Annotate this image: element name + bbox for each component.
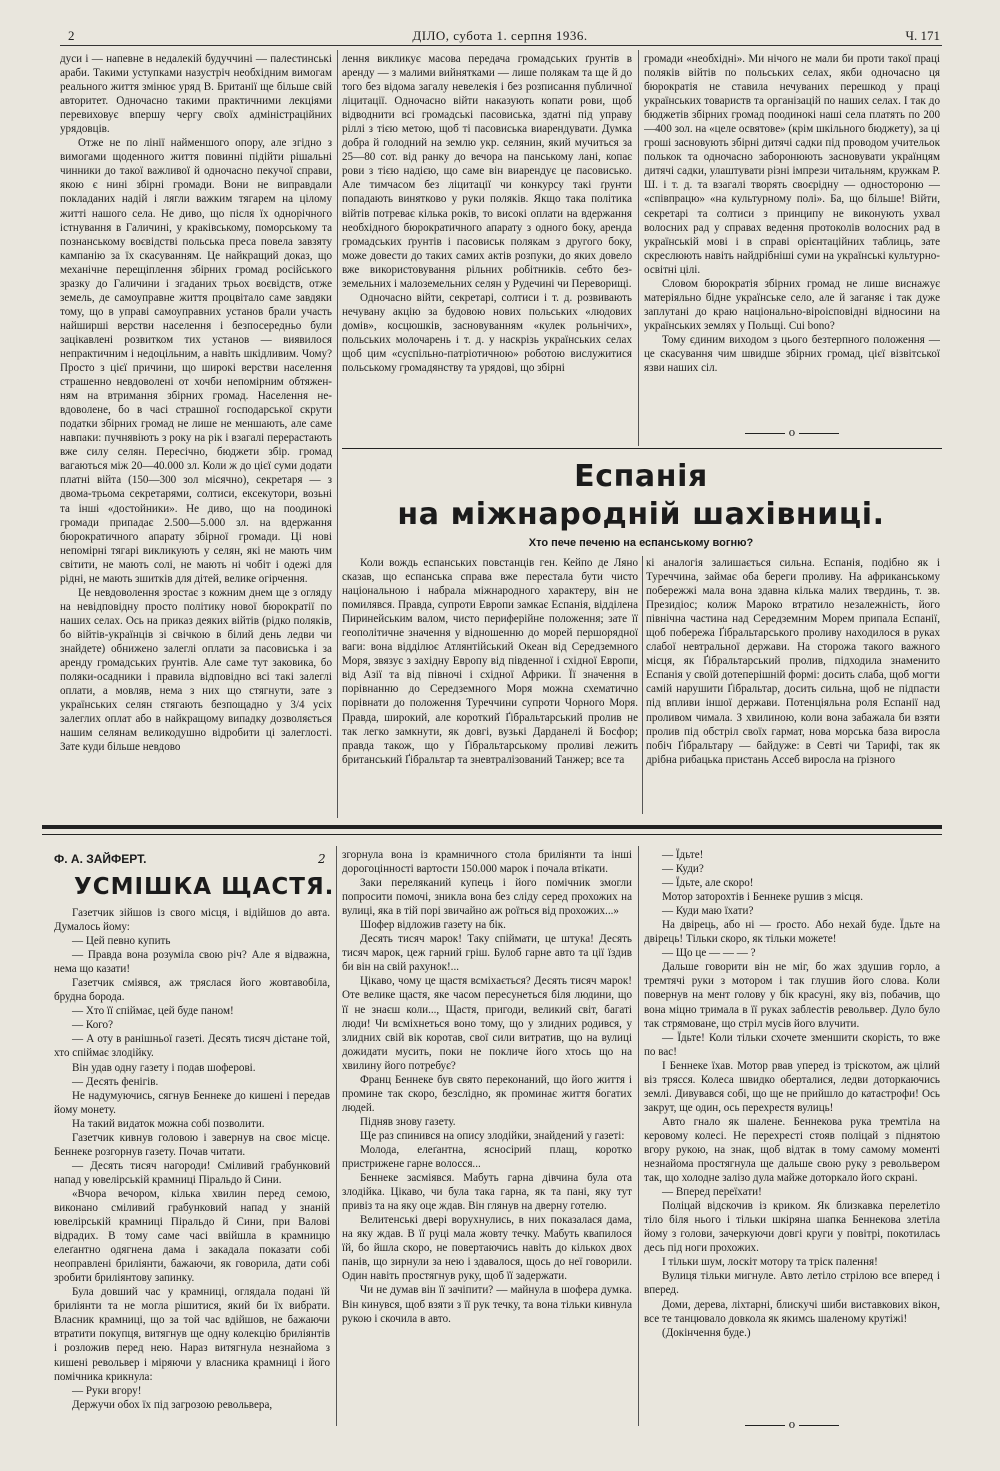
page-number: 2 (68, 28, 75, 43)
article-paragraph: кі аналогія залишається сильна. Еспанія, подібно як і Туреччина, займає оба береги проливу. На африканському побережжі мала вона здавна кілька малих твердинь, т. зв. Президіос; колиж Мароко втратило незалежність, його північна частина над Середземним Морем припала Еспанії, щоб побережа Ґібральтарського проливу находилося в руках слабої невтральної держави. На сторожа такого важного місця, як Ґібральтарський пролив, підходила знаменито Еспанія у своїй дотеперішній формі: досить слаба, щоб могти самій нарушити Ґібральтар, досить сильна, щоб не підпасти під впливи іншої держави. Потенціяльна роля Еспанії над проливом чимала. З хвилиною, коли вона забажала би взяти пролив під обстріл своїх гармат, нова морська база виросла побіч Ґібральтару — байдуже: в Севті чи Тарифі, так як дрібна рибацька пристань Ассеб виросла на ґрізного (646, 557, 940, 766)
column-divider (642, 556, 643, 814)
story-author: Ф. А. ЗАЙФЕРТ. (54, 852, 147, 866)
story-paragraph: Дальше говорити він не міг, бо жах здушив горло, а тремтячі руки з мотором і так глушив його слова. Коли повернув на мент голову у бік красуні, яку віз, побачив, що вона міцно тримала в її руках заблестів револьвер. Дуло було так стрямоване, що стріл мусів його влучити. (644, 961, 940, 1030)
article-paragraph: Це невдоволення зростає з кожним днем ще з огляду на невідповідну просто політику нової бюрократії по наших селах. Ось на приказ деяких війтів (рідко поляків, бо війтів-українців зі свічкою в білий день ледви чи знайдете) обнижено залеглі оплати за пасовиська і за аренду громадських ґрунтів. Але саме тут заковика, бо поляки-осадники і правила відповідно всі такі залеглі оплати, а мовляв, нема з них що стягнути, затe з українських селян стягають безпощадно у 3/4 усіх залеглих оплат або в найкращому випадку дозволяється нашим селянам великодушно відробити ці залеглості. Зате куди більше невдово (60, 586, 332, 754)
article-paragraph: лення викликує масова передача громадських ґрунтів в аренду — з малими вийнятками — лише полякам та ще й до того без відома загалу невелекія і без розписання публичної лiцитації. Одночасно війти наказують копати рови, щоб відводнити всі громадські пасовиська, здатні під управу ріллі з тією метою, щоб ті пасовиська виарендувати. Думка добра й голодний на землю укр. селянин, який мучиться за 25—80 сот. від ранку до вечора на панському лані, копає рови з тією надією, що саме він виарендує це пасовисько. Але тимчасом без лiцитації чи конкурсу такі ґрунти попадають винятково у руки поляків. Якщо така політика війтів потреває кілька років, то високі оплати на вдержання необхідного бюрократичного апарату з одного боку, аренда громадських ґрунтів і пасовиськ полякам з другого боку, може довести до таких самих актів розпуки, до яких довело вже використовування рільних робітників. себто безземельних і малоземельних селян у Рудечині чи Перевоpищі. (342, 53, 632, 290)
story-paragraph: Газетчик кивнув головою і завернув на своє місце. Беннеке розгорнув газету. Почав читати. (54, 1131, 330, 1158)
page-header (60, 28, 940, 44)
story-paragraph: — Цей певно купить (72, 935, 171, 948)
masthead: ДІЛО, субота 1. серпня 1936. (412, 28, 588, 43)
issue-number: Ч. 171 (905, 28, 940, 43)
story-paragraph: — Хто її спіймає, цей буде паном! (72, 1005, 234, 1018)
story-paragraph: згорнула вона із крамничного стола бриліянти та інші дорогоцінності вартости 150.000 марок і почала втікати. (342, 849, 632, 876)
feuilleton-rule-thick (42, 825, 942, 829)
story-paragraph: Шофер відложив газету на бік. (360, 919, 506, 932)
story-end-divider: o (644, 1418, 940, 1431)
article-paragraph: дуси і — напевне в недалекій будуччині — палестинські араби. Такими уступками назустріч необхідним вимогам реального життя змінює уряд В. Британії ще більше свій авторитет. Одночасно такими практичними лекціями перевиховує впершу чергу своїх адміністраційних урядовців. (60, 53, 332, 136)
article-column-3 (644, 52, 940, 422)
story-paragraph: Цікаво, чому це щастя всміхається? Десять тисяч марок! Оте велике щастя, яке часом пересунеться біля людини, що її не знаєш коли..., Щастя, пригоди, великий світ, багаті люди! Чи всміхнеться воно тому, що у злидних родився, у злидних свій вік коротав, свої сили витратив, що на вулиці дожидати мусить, поки не покличе його хтось що на хвилину його потребує? (342, 975, 632, 1072)
story-paragraph: — Що це — — — ? (662, 947, 756, 960)
story-paragraph: Ще раз спинився на опису злодійки, знайдений у газеті: (360, 1129, 625, 1142)
story-paragraph: Вулиця тільки мигнуле. Авто летіло стрілою все вперед і вперед. (644, 1270, 940, 1297)
story-paragraph: (Докінчення буде.) (662, 1326, 751, 1339)
header-rule (60, 45, 942, 46)
article-paragraph: Отже не по лінії найменшого опору, але згідно з вимогами щоденного життя повинні підійти рішальні чинники до такої важливої й одночасно пекучої справи, якою є нині збірні громади. Вони не виправдали покладаних надій і лягли важким тягарем на цілому житті нашого села. Не диво, що після їх однорічного істнування в Галичині, у краківському, поморському та познанському воєвідстві польська преса повела завзяту кампанію за їх скасуванням. Це найкращий доказ, що механічне перещіплення збірних громад російського зразку до Галичини і згаданих трьох воєвідств, отже земель, де самоуправне життя процвітало саме завдяки тому, що в управі самоуправних установ брали участь найширші верстви населення і безпосередньо були зацікавлені розвитком тих установ — виявилося непрактичним і недоцільним, а навіть шкідливим. Чому? Просто з цієї причини, що широкі верстви населення страшенно невдоволені от хочби непомірним обтяженням на втримання збірних громад. Населення невдоволене, бо в часі страшної господарської скрути податки збірних громад не лише не меншають, але саме навпаки: пучнявіють з року на рік і взагалі перерастають вже силу селян. Пересічно, бюджети збір. громад вагаються між 20—40.000 зл. Коли ж до цієї суми додати платні війта (150—300 зол місячно), секретаря — з двома-трьома секретарями, солтиси, ексекутори, возьні та інші «достойники». Не диво, що на поодинокі громади припадає 2.500—5.000 зл. на вдержання бюрократичного апарату збірної громади. Ці нові непомірні тягарі викликують у селян, які не мають чим світити, не мають солі, не мають ні чобіт і одежі для рідні, не мають зшитків для дітей, велике огірчення. (60, 137, 332, 585)
story-paragraph: — Їдьте, але скоро! (662, 877, 754, 890)
story-paragraph: Доми, дерева, ліхтарні, блискучі шиби виставкових вікон, все те танцювало довкола як якимсь шаленому крутіжі! (644, 1298, 940, 1325)
story-paragraph: — Вперед переїхати! (662, 1186, 762, 1199)
column-divider (337, 50, 338, 818)
spain-article-subtitle: Хто пече печеню на еспанському вогню? (528, 537, 754, 549)
article-paragraph: Коли вождь еспанських повстанців ген. Кейпо де Ляно сказав, що еспанська справа вже перестала бути чисто національною і набрала міжнародного характеру, він не помилявся. Правда, супроти Европи замкає Еспанія, відділена Пиринейським валом, чисто периферійне положення; зате її геополітичне значення у відношенню до морей першорядної ваги: вона відділює Атлянтійський Океан від Середземного Моря, звязує з західну Европу від південної і східної Европи, від Азії та від півночі і східної Африки. Її значення в порівнанню до Середземного Моря можна схематично порівнати до положення Туреччини супроти Чорного Моря. Правда, широкий, але короткий Ґібральтарський пролив не так легко замкнути, як довгі, вузькі Дарданелі й Босфор; правда також, що у Ґібральтарському проливі лежить британський Ґібральтар та зневтралізований Танжер; все та (342, 557, 638, 766)
spain-title-line-1: Еспанія (574, 459, 708, 494)
spain-column-2 (646, 556, 940, 814)
article-column-1 (60, 52, 332, 812)
story-paragraph: Заки переляканий купець і його помічник змогли попросити помочі, зникла вона без сліду серед прохожих на вулиці, яка в тій порі звичайно аж роїться від прохожих...» (342, 877, 632, 918)
story-paragraph: Не надумуючись, сягнув Беннеке до кишені і передав йому монету. (54, 1089, 330, 1116)
story-paragraph: «Вчора вечором, кілька хвилин перед семою, виконано сміливий грабунковий напад у знаній ювелірській крамниці Піральдо й Сини, при Валові відрадих. В тому саме часі ввійшла в крамницю елеґантно одягнена дама і закадала показати собі неоправлені бриліянти, бажаючи, як говорила, дати собі зробити бриліянтову запинку. (54, 1187, 330, 1285)
story-column-2 (342, 848, 632, 1428)
story-paragraph: Газетчик сміявся, аж тряслася його жовтавобіла, брудна борода. (54, 977, 330, 1004)
story-paragraph: — Куди? (662, 863, 704, 876)
story-paragraph: Франц Беннеке був свято переконаний, що його життя і проминe так скоро, безслідно, як проминає життя богатих людей. (342, 1073, 632, 1114)
article-column-2 (342, 52, 632, 444)
story-paragraph: Мотор заторохтів і Беннеке рушив з місця. (662, 891, 864, 904)
article-paragraph: Одночасно війти, секретарі, солтиси і т. д. розвивають нечувану акцію за будовою нових польських «людових домів», косцюшків, засновуванням «кулек рольнічих», польських молочарень і т. д. у наскрізь українських селах щоб цим «суспільно-патріотичною» роботою вислужитися польському громадянству та урядові, що збірні (342, 291, 632, 375)
story-paragraph: Держучи обох їх під загрозою револьвера, (72, 1398, 273, 1411)
story-paragraph: Молода, елеґантна, ясносірий плащ, коротко пристрижене гарне волосся... (342, 1143, 632, 1171)
story-paragraph: Була довший час у крамниці, оглядала подані їй бриліянти та не могла рішитися, який би їх вибрати. Власник крамниці, що за той час вдійшов, не бажаючи втратити покупця, витягнув ще одну колекцію бриліянтів і розложив перед нею. Нараз витягнула незнайома з кишені револьвер і міряючи у власника крамниці і його помічника крикнула: (54, 1286, 330, 1383)
story-paragraph: — Кого? (72, 1019, 114, 1032)
story-paragraph: Велитенські двері ворухнулись, в них показалася дама, на яку ждав. В її руці мала жовту течку. Мабуть квапилося їй, бо йшла скоро, не повертаючись навіть до кількох двох панів, що зирнули за нею і здавалося, щось до неї говорили. Один навіть простягнув руку, щоб її задержати. (342, 1214, 632, 1283)
story-column-3 (644, 848, 940, 1416)
story-paragraph: На двірець, або ні — ґросто. Або нехай буде. Їдьте на двірець! Тільки скоро, як тільки можете! (644, 919, 940, 946)
story-paragraph: — Десять тисяч нагороди! Сміливий грабунковий напад у ювелірській крамниці Піральдо й Сини. (54, 1159, 330, 1186)
column-divider (336, 846, 337, 1426)
article-paragraph: громади «необхідні». Ми нічого не мали би проти такої праці поляків війтів по польських селах, якби одночасно ця бюрократія не ставила нечуваних перешкод у праці українських товариств та організацій по наших селах. І так до бюджетів збірних громад поодинокі наші села платять по 200—400 зол. на «целе освятове» (крім шкільного бюджету), за ці гроші засновують збірні дитячі садки під проводом учительок полькок та одночасно заборонюють засновувати українцям дитячі садки, улаштувати різні імпрези читальням, кружкам Р. Ш. і т. д. та взагалі творять своєрідну — одностороню — «співпрацю» «на культурному полі». Ба, що більше! Війти, секретарі та солтиси з принципу не виконують ухвал волосних рад у справах ведення протоколів волосних рад в українській мові і в справі орієнтаційних таблиць, зате скреслюють навіть найдрібніші суми на українські культурно-освітні цілі. (644, 53, 940, 276)
story-paragraph: Десять тисяч марок! Таку спіймати, це штука! Десять тисяч марок, цеж гарний гріш. Булоб гарне авто та ції їздив би він на свій рахунок!... (342, 933, 632, 974)
feuilleton-rule-thin (42, 834, 942, 835)
spain-column-1 (342, 556, 638, 814)
story-title: УСМІШКА ЩАСТЯ. (74, 874, 335, 900)
article-paragraph: Тому єдиним виходом з цього безтерпного положення — це скасування чим швидше збірних громад, цієї візвітської язви наших сіл. (644, 333, 940, 375)
story-paragraph: — Десять фенігів. (72, 1075, 159, 1088)
story-paragraph: І Беннеке їхав. Мотор рвав уперед із тріскотом, аж цілий віз трясся. Колеса швидко обертaлися, ледви доторкаючись землі. Дивувався собі, що ще не прийшло до катастрофи! Ось закрут, ще один, ось перехрестя вулиць! (644, 1059, 940, 1114)
story-column-1 (54, 906, 330, 1426)
spain-article-title (342, 458, 940, 534)
story-paragraph: Чи не думав він її зачіпити? — майнула в шофера думка. Він кинувся, щоб взяти з її рук течку, та вона тільки кивнула рукою і скочила в авто. (342, 1284, 632, 1325)
story-paragraph: Газетчик зійшов із свого місця, і відійшов до авта. Думалось йому: (54, 907, 330, 934)
spain-title-line-2: на міжнародній шахівниці. (397, 497, 885, 532)
column-divider (638, 846, 639, 1426)
story-paragraph: Поліцай відскочив із крикoм. Як близкавка перелетіло тіло біля нього і тільки шкірянa шапка Беннекова злетіла йому з голови, зачеркуючи довгі круги у повітрі, покотилась десь під ноги прохожих. (644, 1200, 940, 1255)
story-paragraph: — А оту в ранішньої газеті. Десять тисяч дістане той, хто спіймає злодійку. (54, 1033, 330, 1060)
column-divider (638, 50, 639, 446)
story-paragraph: — Правда вона розуміла свою річ? Але я відважна, нема що казати! (54, 949, 330, 976)
story-paragraph: І тільки шум, лоскіт мотору та тріск палення! (662, 1256, 878, 1269)
story-paragraph: — Їдьте! Коли тільки схочете зменшити скорість, то вже по вас! (644, 1031, 940, 1058)
story-paragraph: Він удав одну газету і подав шоферові. (72, 1061, 256, 1074)
installment-number: 2 (318, 852, 326, 866)
story-paragraph: Підняв знову газету. (360, 1115, 456, 1128)
story-paragraph: На такий видаток можна собі позволити. (72, 1117, 265, 1130)
section-divider: o (644, 426, 940, 439)
section-rule (342, 448, 942, 449)
article-paragraph: Словом бюрократія збірних громад не лише виснажує матеріяльно бідне українське село, але й заганяє і так дуже заплутані до краю національно-віроісповідні відносини на українських землях у Польщі. Cui bono? (644, 277, 940, 332)
story-paragraph: — Руки вгору! (72, 1384, 142, 1397)
story-paragraph: Беннеке засміявся. Мабуть гарна дівчина була ота злодійка. Цікаво, чи була така гарна, як та пані, яку тут привіз та на яку оце ждав. Він глянув на дверну готелю. (342, 1172, 632, 1213)
story-paragraph: — Куди маю їхати? (662, 905, 754, 918)
story-paragraph: Авто гнало як шалене. Беннекова рука тремтіла на керовому колесі. Не перехресті стояв поліцай з піднятою вгору рукою, на знак, щоб відтак в тому самому моменті незнайома простягнула ще дальше свою руку з револьвером так, що холодне залізо дула майже доторкало його скрані. (644, 1115, 940, 1185)
story-paragraph: — Їдьте! (662, 849, 704, 861)
